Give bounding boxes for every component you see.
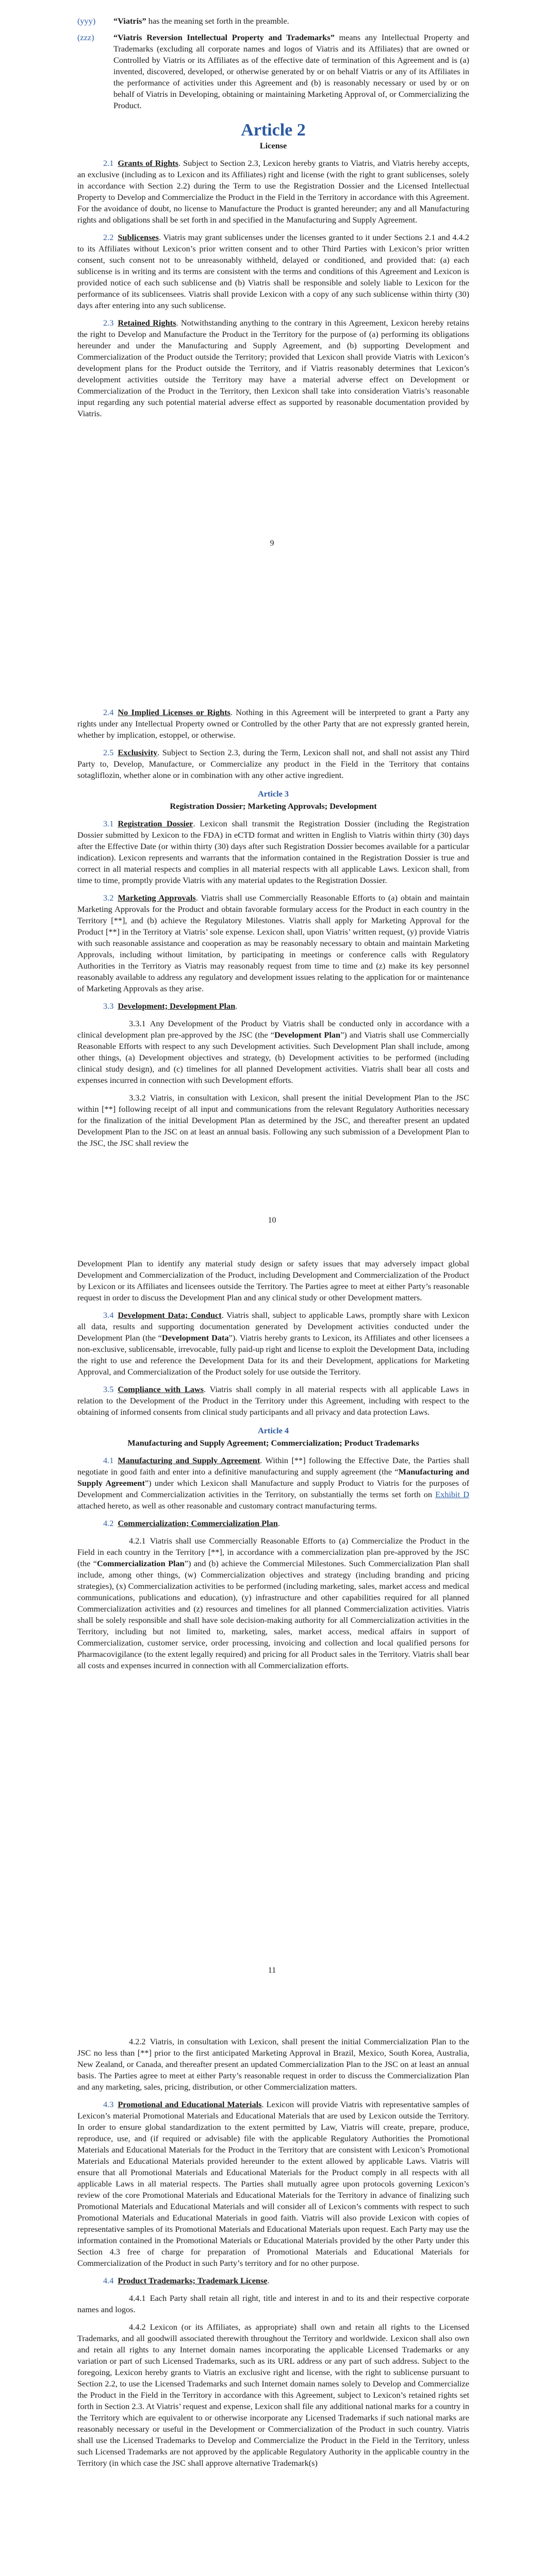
page-number: 11 <box>268 1966 276 1975</box>
page-1-content <box>77 0 469 419</box>
article-4-label: Article 4 <box>257 1426 289 1435</box>
section-3-4 <box>77 1310 469 1378</box>
section-number: 2.1 <box>103 158 114 168</box>
section-title: Marketing Approvals <box>118 893 196 903</box>
section-number: 3.5 <box>103 1384 114 1394</box>
page-4 <box>0 2014 544 2576</box>
definition-text: has the meaning set forth in the preamble. <box>146 16 289 26</box>
section-number: 4.4 <box>103 2276 114 2285</box>
section-4-2-heading <box>77 1518 469 1529</box>
definition-text: means any Intellectual Property and Trademarks (excluding all corporate names and logos of Viatris and its Affiliates) that are owned or Controlled by Viatris or its Affiliates as of the effective date of termination of this Agreement and is (a) invented, discovered, developed, or otherwise generated by or on behalf Viatris or any of its Affiliates in the performance of activities under this Agreement and (b) is reasonably necessary or used by or on behalf of Viatris in Developing, obtaining or maintaining Marketing Approval of, or Commercializing the Product. <box>113 32 469 110</box>
subsection-text: Viatris, in consultation with Lexicon, shall present the initial Development Plan to the JSC within [**] following receipt of all input and communications from the relevant Regulatory Authorities necessary for the finalization of the initial Development Plan as determined by the JSC, and thereafter present an updated Development Plan to the JSC on at least an annual basis. Following any such submission of a Development Plan to the JSC, the JSC shall review the <box>77 1093 469 1148</box>
section-number: 3.3 <box>103 1001 114 1011</box>
section-text: . Lexicon shall transmit the Registration Dossier (including the Registration Dossier submitted by Lexicon to the FDA) in eCTD format and written in English to Viatris within thirty (30) days after the Effective Date (or within thirty (30) days after such Registration Dossier becomes available for a particular indication). Lexicon represents and warrants that the information contained in the Registration Dossier is true and correct in all material respects and complies in all material respects with all applicable Laws. Lexicon shall, from time to time, promptly provide Viatris with any material updates to the Registration Dossier. <box>77 819 469 885</box>
section-title: Product Trademarks; Trademark License <box>118 2276 268 2285</box>
section-number: 2.4 <box>103 707 114 717</box>
section-number: 3.2 <box>103 893 114 903</box>
subsection-text: Each Party shall retain all right, title and interest in and to its and their respective corporate names and logos. <box>77 2293 469 2314</box>
section-text: . Notwithstanding anything to the contrary in this Agreement, Lexicon hereby retains the right to Develop and Manufacture the Product in the Territory for the purpose of (a) performing its obligations hereunder and under the Manufacturing and Supply Agreement, and (b) supporting Development and Commercialization of the Product outside the Territory; provided that Lexicon shall provide Viatris with Lexicon’s development plans for the Product outside the Territory, and if Viatris reasonably determines that Lexicon’s development activities outside the Territory may have a material adverse effect on Development or Commercialization of the Product in the Territory, then Lexicon shall take into consideration Viatris’s reasonable input regarding any such potential material adverse effect as supported by reasonable documentation provided by Viatris. <box>77 318 469 418</box>
definition-term: “Viatris Reversion Intellectual Property and Trademarks” <box>113 32 335 42</box>
subsection-number: 4.2.2 <box>129 2037 146 2046</box>
section-4-1 <box>77 1455 469 1512</box>
section-3-3-2 <box>77 1092 469 1149</box>
section-3-2 <box>77 892 469 994</box>
page-1 <box>0 0 544 548</box>
section-title: Manufacturing and Supply Agreement <box>118 1455 260 1465</box>
section-text: . Viatris shall, subject to applicable Laws, promptly share with Lexicon all data, results and supporting documentation generated by Development activities conducted under the Development Plan (the “ <box>77 1310 470 1343</box>
subsection-number: 4.4.2 <box>129 2322 146 2332</box>
section-text: . Lexicon will provide Viatris with representative samples of Lexicon’s material Promotional Materials and Educational Materials that are used by Lexicon outside the Territory. In order to ensure global standardization to the extent permitted by Law, Viatris will create, prepare, produce, reproduce, use, and (if required or advisable) file with the applicable Regulatory Authorities the Promotional Materials and Educational Materials for the Product in the Territory that are consistent with Lexicon’s Promotional Materials and Educational Materials provided hereunder to the extent allowed by applicable Laws. Viatris will ensure that all Promotional Materials and Educational Materials for the Product comply in all respects with all applicable Laws in all material respects. The Parties shall mutually agree upon protocols governing Lexicon’s review of the core Promotional Materials and Educational Materials for the Territory in advance of finalizing such Promotional Materials and Educational Materials and will consider all of Lexicon’s comments with respect to such Promotional Materials and Educational Materials in good faith. Viatris will also provide Lexicon with copies of representative samples of its Promotional Materials and Educational Materials upon request. Each Party may use the information contained in the Promotional Materials or Educational Materials provided by the other Party under this Section 4.3 free of charge for preparation of Promotional Materials and Educational Materials for Commercialization of the Product in such Party’s territory and for no other purpose. <box>77 2099 469 2268</box>
article-2-title: Article 2 <box>241 121 306 140</box>
section-number: 3.1 <box>103 819 114 828</box>
section-2-1 <box>77 158 469 226</box>
section-4-3 <box>77 2099 469 2269</box>
section-number: 3.4 <box>103 1310 114 1320</box>
article-3-subtitle: Registration Dossier; Marketing Approvals; Development <box>170 801 377 811</box>
defined-term: Development Data <box>161 1333 229 1343</box>
section-title: No Implied Licenses or Rights <box>118 707 230 717</box>
defined-term: Commercialization Plan <box>97 1558 185 1568</box>
section-2-4 <box>77 707 469 741</box>
section-2-5 <box>77 747 469 781</box>
page-3-content <box>77 1242 469 1671</box>
subsection-number: 4.2.1 <box>129 1536 146 1546</box>
article-3-label: Article 3 <box>257 789 289 799</box>
exhibit-d-link[interactable]: Exhibit D <box>435 1489 469 1499</box>
defined-term: Development Plan <box>274 1030 341 1040</box>
page-number: 10 <box>268 1216 276 1225</box>
definition-term: “Viatris” <box>113 16 146 26</box>
section-number: 4.3 <box>103 2099 114 2109</box>
subsection-text: ”) and Viatris shall use Commercially Reasonable Efforts with respect to any such Development activities. Such Development Plan shall include, among other things, (a) Development objectives and strategy, (b) Development activities to be performed (including clinical study design), and (c) timelines for all planned Development activities. Viatris shall bear all costs and expenses incurred in connection with such Development efforts. <box>77 1030 469 1085</box>
section-title: Retained Rights <box>118 318 176 328</box>
subsection-text: Lexicon (or its Affiliates, as appropriate) shall own and retain all rights to the Licensed Trademarks, and all goodwill associated therewith throughout the Territory and worldwide. Lexicon shall also own and retain all rights to any Internet domain names incorporating the applicable Licensed Trademarks or any variation or part of such Licensed Trademarks, such as its URL address or any part of such address. Subject to the foregoing, Lexicon hereby grants to Viatris an exclusive right and license, with the right to sublicense pursuant to Section 2.2, to use the Licensed Trademarks and such Internet domain names solely to Develop and Commercialize the Product in the Field in the Territory in accordance with this Agreement, subject to Lexicon’s retained rights set forth in Section 2.3. At Viatris’ request and expense, Lexicon shall file any additional national marks for a country in the Territory which are equivalent to or otherwise incorporate any Licensed Trademarks if such national marks are reasonably necessary or useful in the Development or Commercialization of the Product in such country. Viatris shall use the Licensed Trademarks to Develop and Commercialize the Product in the Field in the Territory, unless such Licensed Trademarks are not approved by the applicable Regulatory Authority in the applicable country in the Territory (in which case the JSC shall approve alternative Trademark(s) <box>77 2322 469 2468</box>
definition-label: (zzz) <box>77 32 94 42</box>
section-text: . Viatris shall use Commercially Reasonable Efforts to (a) obtain and maintain Marketing Approvals for the Product and obtain favorable formulary access for the Product in each country in the Territory [**], and (b) achieve the Regulatory Milestones. Viatris shall apply for Marketing Approval for the Product [**] in the Territory at Viatris’ sole expense. Lexicon shall, upon Viatris’ written request, (y) provide Viatris with such reasonable assistance and cooperation as may be reasonably necessary to obtain and maintain Marketing Approvals, including without limitation, by participating in meetings or conference calls with Regulatory Authorities in the Territory as Viatris may reasonably request from time to time and (z) make its key personnel reasonably available to address any regulatory and development issues relating to the application for or maintenance of Marketing Approvals as they arise. <box>77 893 469 993</box>
section-title-tail: . <box>267 2276 270 2285</box>
subsection-text: Any Development of the Product by Viatris shall be conducted only in accordance with a clinical development plan pre-approved by the JSC (the “ <box>77 1019 469 1040</box>
section-title: Sublicenses <box>118 232 159 242</box>
section-title-tail: . <box>235 1001 238 1011</box>
defined-term: Manufacturing and Supply Agreement <box>77 1467 469 1488</box>
page-2-content <box>77 670 469 1149</box>
section-title: Development Data; Conduct <box>118 1310 222 1320</box>
page-2 <box>0 670 544 1225</box>
section-title: Compliance with Laws <box>118 1384 204 1394</box>
continued-text: Development Plan to identify any material study design or safety issues that may adversely impact global Development and Commercialization of the Product, including Development and Commercialization of the Product by Lexicon or its Affiliates and licensees outside the Territory. The Parties agree to meet at either Party’s reasonable request in order to discuss the Development Plan and any clinical study or other Development matters. <box>77 1259 469 1302</box>
section-title: Promotional and Educational Materials <box>118 2099 262 2109</box>
definition-yyy <box>77 15 469 27</box>
section-title: Registration Dossier <box>118 819 193 828</box>
section-text: . Viatris shall comply in all material respects with all applicable Laws in relation to the Development of the Product in the Territory under this Agreement, including with respect to the obtaining of informed consents from clinical study participants and all privacy and data protection Laws. <box>77 1384 469 1417</box>
subsection-number: 4.4.1 <box>129 2293 146 2303</box>
section-title: Development; Development Plan <box>118 1001 236 1011</box>
page-4-content <box>77 2014 469 2469</box>
section-4-2-1 <box>77 1535 469 1671</box>
section-text: attached hereto, as well as other reasonable and customary contract manufacturing terms. <box>77 1501 377 1511</box>
subsection-number: 3.3.2 <box>129 1093 146 1103</box>
section-2-2 <box>77 232 469 311</box>
section-text: . Within [**] following the Effective Date, the Parties shall negotiate in good faith and enter into a definitive manufacturing and supply agreement (the “ <box>77 1455 469 1477</box>
section-4-4-2 <box>77 2321 469 2469</box>
definition-label: (yyy) <box>77 16 96 26</box>
subsection-text: Viatris, in consultation with Lexicon, shall present the initial Commercialization Plan to the JSC no less than [**] prior to the first anticipated Marketing Approval in Brazil, Mexico, South Korea, Australia, New Zealand, or Canada, and thereafter present an updated Commercialization Plan to the JSC on at least an annual basis. The Parties agree to meet at either Party’s reasonable request in order to discuss the Commercialization Plan and any marketing, sales, pricing, distribution, or other Commercialization matters. <box>77 2037 469 2092</box>
section-title: Grants of Rights <box>118 158 179 168</box>
article-4-subtitle: Manufacturing and Supply Agreement; Commercialization; Product Trademarks <box>127 1438 419 1448</box>
page-3 <box>0 1242 544 1975</box>
section-4-4-heading <box>77 2275 469 2286</box>
section-number: 2.3 <box>103 318 114 328</box>
article-2-subtitle: License <box>259 141 287 150</box>
section-text: ”) under which Lexicon shall Manufacture and supply Product to Viatris for the purposes of Development and Commercialization activities in the Territory, on substantially the terms set forth on <box>77 1478 469 1499</box>
section-3-1 <box>77 818 469 886</box>
section-4-2-2 <box>77 2036 469 2093</box>
section-text: . Viatris may grant sublicenses under the licenses granted to it under Sections 2.1 and 4.4.2 to its Affiliates without Lexicon’s prior written consent and to other Third Parties with Lexicon’s prior written consent, such consent not to be unreasonably withheld, delayed or conditioned, and provided that: (a) each sublicense is in writing and its terms are consistent with the terms and conditions of this Agreement and Lexicon is provided notice of each such sublicense and (b) Viatris shall be responsible and solely liable to Lexicon for the performance of its sublicensees. Viatris shall provide Lexicon with a copy of any such sublicense within thirty (30) days after entering into any such sublicense. <box>77 232 469 310</box>
section-number: 4.2 <box>103 1518 114 1528</box>
section-4-4-1 <box>77 2293 469 2315</box>
subsection-number: 3.3.1 <box>129 1019 146 1028</box>
section-3-3-1 <box>77 1018 469 1086</box>
page-number: 9 <box>270 539 274 548</box>
subsection-text: ”) and (b) achieve the Commercial Milestones. Such Commercialization Plan shall include, among other things, (w) Commercialization objectives and strategy (including branding and pricing strategies), (x) Commercialization activities to be performed (including marketing, sales, market access and medical communications, publications and education), (y) infrastructure and other capabilities required for all planned Commercialization activities and (z) resources and timelines for all planned Commercialization activities. Viatris shall be solely responsible and shall have sole decision-making authority for all Commercialization activities in the Territory, including but not limited to, marketing, sales, market access, medical affairs in support of Commercialization, customer service, order processing, invoicing and collection and local qualified persons for Pharmacovigilance (to the extent legally required) and pricing for all Product sales in the Territory. Viatris shall bear all costs and expenses incurred in connection with all Commercialization efforts. <box>77 1558 470 1670</box>
section-number: 2.5 <box>103 748 114 757</box>
section-text: . Subject to Section 2.3, during the Term, Lexicon shall not, and shall not assist any Third Party to, Develop, Manufacture, or Commercialize any product in the Field in the Territory that contains sotagliflozin, whether alone or in combination with any other active ingredient. <box>77 748 469 780</box>
section-number: 4.1 <box>103 1455 114 1465</box>
section-title: Exclusivity <box>118 748 158 757</box>
section-title: Commercialization; Commercialization Plan <box>118 1518 278 1528</box>
subsection-text: Viatris shall use Commercially Reasonable Efforts to (a) Commercialize the Product in the Field in each country in the Territory [**], in accordance with a commercialization plan pre-approved by the JSC (the “ <box>77 1536 469 1568</box>
section-text: . Nothing in this Agreement will be interpreted to grant a Party any rights under any Intellectual Property owned or Controlled by the other Party that are not expressly granted herein, whether by implication, estoppel, or otherwise. <box>77 707 469 740</box>
section-text: ”). Viatris hereby grants to Lexicon, its Affiliates and other licensees a non-exclusive, sublicensable, irrevocable, fully paid-up right and license to exploit the Development Data, including the right to use and reference the Development Data for its and their Development, applications for Marketing Approval, and Commercialization of the Product solely for use outside the Territory. <box>77 1333 470 1377</box>
section-3-3-heading <box>77 1001 469 1012</box>
section-title-tail: . <box>277 1518 280 1528</box>
section-number: 2.2 <box>103 232 114 242</box>
definition-zzz <box>77 32 469 111</box>
section-text: . Subject to Section 2.3, Lexicon hereby grants to Viatris, and Viatris hereby accepts, an exclusive (including as to Lexicon and its Affiliates) right and license (with the right to grant sublicenses, solely in accordance with Section 2.2) during the Term to use the Registration Dossier and the Licensed Intellectual Property to Develop and Commercialize the Product in the Field in the Territory in accordance with this Agreement. For the avoidance of doubt, no license to Manufacture the Product is granted hereunder; any and all Manufacturing rights and obligations shall be set forth in and specified in the Manufacturing and Supply Agreement. <box>77 158 469 225</box>
section-2-3 <box>77 317 469 419</box>
section-3-5 <box>77 1384 469 1418</box>
